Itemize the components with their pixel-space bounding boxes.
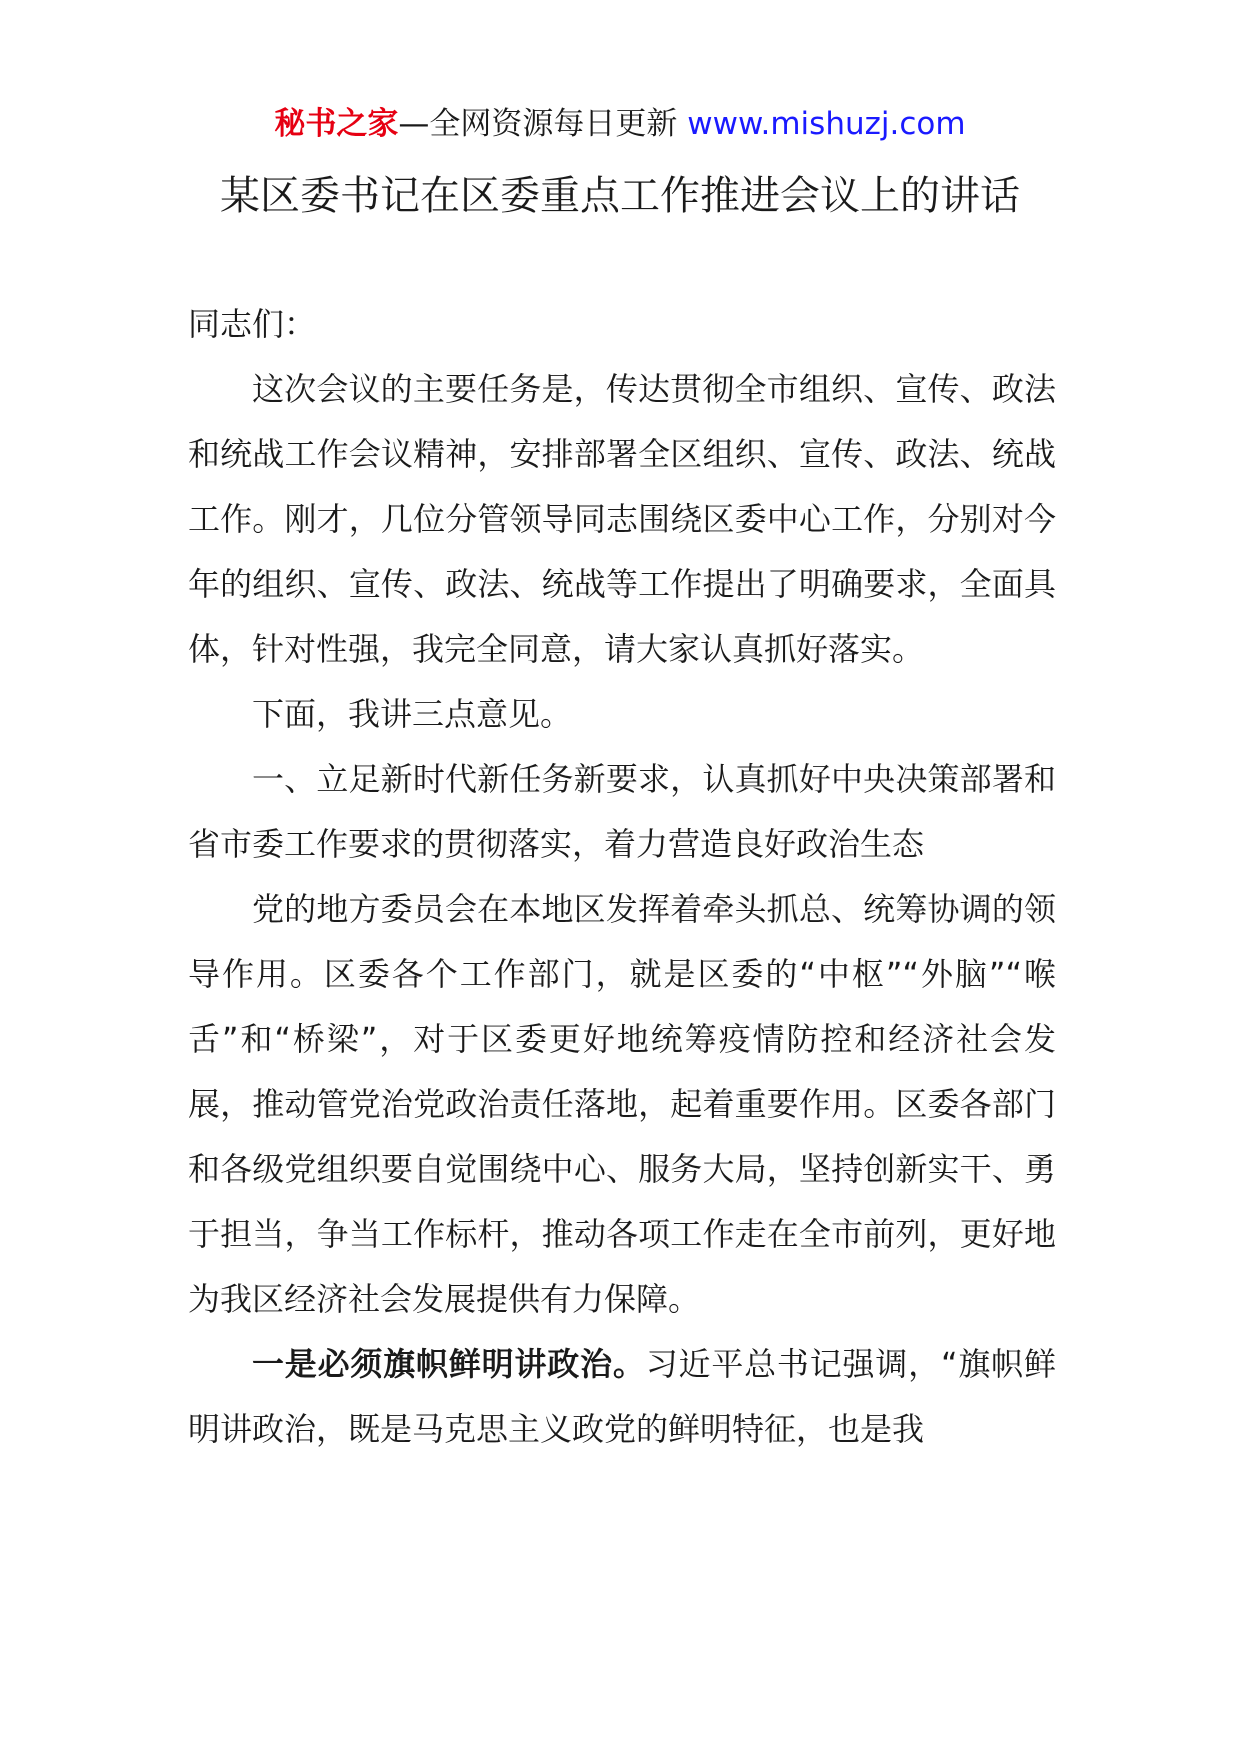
- paragraph: 党的地方委员会在本地区发挥着牵头抓总、统筹协调的领导作用。区委各个工作部门，就是区委的“中枢”“外脑”“喉舌”和“桥梁”，对于区委更好地统筹疫情防控和经济社会发展，推动管党治党政治责任落地，起着重要作用。区委各部门和各级党组织要自觉围绕中心、服务大局，坚持创新实干、勇于担当，争当工作标杆，推动各项工作走在全市前列，更好地为我区经济社会发展提供有力保障。: [188, 890, 1056, 1318]
- document-title: 某区委书记在区委重点工作推进会议上的讲话: [220, 173, 1020, 219]
- brand-name: 秘书之家: [274, 106, 399, 142]
- document-body: [188, 292, 1056, 1462]
- point-bold-lead: 一是必须旗帜鲜明讲政治。: [252, 1345, 646, 1383]
- section-heading: 一、立足新时代新任务新要求，认真抓好中央决策部署和省市委工作要求的贯彻落实，着力营造良好政治生态: [188, 760, 1056, 863]
- salutation: 同志们：: [188, 305, 317, 343]
- paragraph: 这次会议的主要任务是，传达贯彻全市组织、宣传、政法和统战工作会议精神，安排部署全区组织、宣传、政法、统战工作。刚才，几位分管领导同志围绕区委中心工作，分别对今年的组织、宣传、政法、统战等工作提出了明确要求，全面具体，针对性强，我完全同意，请大家认真抓好落实。: [188, 370, 1056, 668]
- site-header: [0, 100, 1240, 148]
- paragraph: 下面，我讲三点意见。: [252, 695, 573, 733]
- point-paragraph: [188, 1332, 1056, 1462]
- site-url-link[interactable]: www.mishuzj.com: [687, 106, 966, 142]
- point-text: 习近平总书记强调，“旗帜鲜明讲政治，既是马克思主义政党的鲜明特征，也是我: [188, 1345, 1056, 1448]
- header-tagline: —全网资源每日更新: [398, 106, 688, 142]
